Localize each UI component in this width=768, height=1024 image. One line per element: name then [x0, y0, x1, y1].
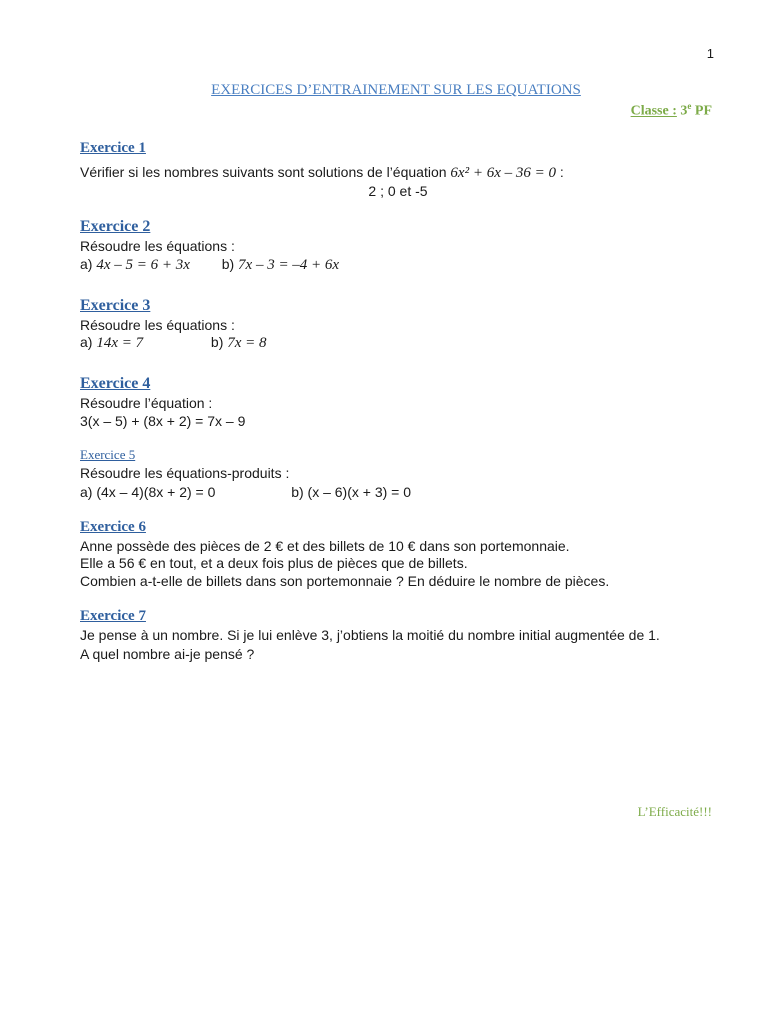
signature: L’Efficacité!!! [637, 804, 712, 819]
exercise-4-equation: 3(x – 5) + (8x + 2) = 7x – 9 [80, 413, 246, 429]
exercise-2-a-equation: 4x – 5 = 6 + 3x [96, 257, 190, 273]
exercise-1-colon: : [555, 164, 564, 180]
exercise-3-title: Exercice 3 [80, 297, 151, 314]
exercise-3-a-label: a) [80, 334, 93, 350]
exercise-3-equations [80, 333, 267, 352]
exercise-3-a-equation: 14x = 7 [96, 335, 144, 351]
exercise-7-title: Exercice 7 [80, 608, 146, 624]
class-value: 3 [680, 103, 688, 119]
exercise-6-title: Exercice 6 [80, 519, 146, 535]
exercise-7-line-2: A quel nombre ai-je pensé ? [80, 646, 255, 662]
exercise-1-title: Exercice 1 [80, 140, 146, 156]
exercise-1-equation: 6x² + 6x – 36 = 0 [450, 165, 556, 181]
exercise-2-b-label: b) [221, 256, 235, 272]
class-superscript: e [687, 101, 692, 111]
exercise-6-line-1: Anne possède des pièces de 2 € et des billets de 10 € dans son portemonnaie. [80, 538, 570, 554]
exercise-1-instruction-line [80, 163, 564, 182]
document-title: EXERCICES D’ENTRAINEMENT SUR LES EQUATIONS [211, 82, 581, 98]
class-label: Classe : [630, 103, 677, 119]
exercise-1-instruction: Vérifier si les nombres suivants sont solutions de l’équation [80, 164, 447, 180]
class-indicator [631, 101, 712, 120]
exercise-5-title: Exercice 5 [80, 447, 136, 462]
exercise-3-b-equation: 7x = 8 [227, 335, 267, 351]
exercise-5-equations [80, 483, 411, 501]
class-suffix: PF [691, 103, 712, 119]
exercise-4-instruction: Résoudre l’équation : [80, 395, 213, 411]
exercise-2-equations [80, 255, 339, 274]
exercise-2-a-label: a) [80, 256, 93, 272]
page-number: 1 [706, 46, 714, 61]
exercise-5-b-equation: b) (x – 6)(x + 3) = 0 [291, 484, 412, 500]
exercise-6-line-2: Elle a 56 € en tout, et a deux fois plus de pièces que de billets. [80, 555, 468, 571]
exercise-6-line-3: Combien a-t-elle de billets dans son portemonnaie ? En déduire le nombre de pièces. [80, 573, 610, 589]
exercise-2-b-equation: 7x – 3 = –4 + 6x [238, 257, 340, 273]
exercise-3-instruction: Résoudre les équations : [80, 317, 235, 333]
exercise-2-title: Exercice 2 [80, 218, 151, 235]
exercise-5-instruction: Résoudre les équations-produits : [80, 465, 290, 481]
exercise-5-a-equation: a) (4x – 4)(8x + 2) = 0 [80, 484, 216, 500]
exercise-1-values: 2 ; 0 et -5 [368, 183, 428, 199]
exercise-3-b-label: b) [210, 334, 224, 350]
exercise-4-title: Exercice 4 [80, 375, 151, 392]
exercise-7-line-1: Je pense à un nombre. Si je lui enlève 3, j’obtiens la moitié du nombre initial augmentée de 1. [80, 627, 660, 643]
exercise-2-instruction: Résoudre les équations : [80, 238, 235, 254]
